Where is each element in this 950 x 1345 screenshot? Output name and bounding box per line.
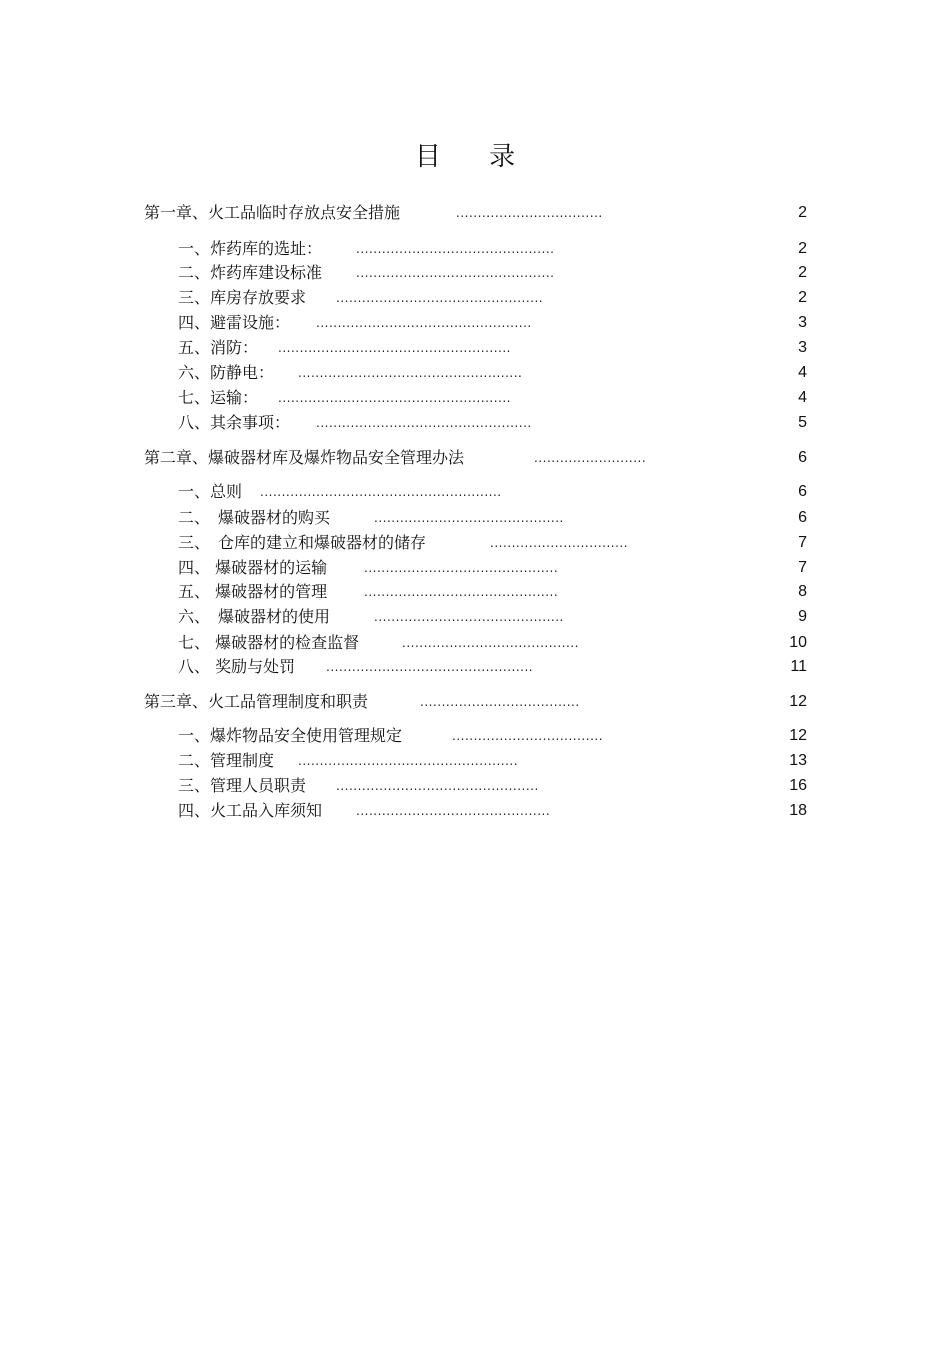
toc-leader: .................................................... <box>298 366 523 380</box>
toc-section[interactable] <box>178 287 807 309</box>
toc-page-number: 4 <box>798 389 807 406</box>
toc-label: 七、运输： <box>178 388 259 407</box>
toc-leader: ............................................ <box>374 610 564 624</box>
toc-section[interactable] <box>178 507 807 529</box>
toc-leader: ............................................ <box>374 511 564 525</box>
toc-section[interactable] <box>178 581 807 603</box>
toc-section[interactable] <box>178 532 807 554</box>
toc-label: 五、消防： <box>178 338 259 357</box>
toc-label: 八、 奖励与处罚 <box>178 657 296 676</box>
toc-label: 四、火工品入库须知 <box>178 801 323 820</box>
toc-page-number: 8 <box>798 583 807 600</box>
toc-page-number: 2 <box>798 204 807 221</box>
toc-page-number: 3 <box>798 339 807 356</box>
toc-page-number: 6 <box>798 449 807 466</box>
toc-section[interactable] <box>178 481 807 503</box>
toc-label: 第三章、火工品管理制度和职责 <box>144 692 369 711</box>
toc-page-number: 12 <box>789 693 807 710</box>
toc-label: 第二章、爆破器材库及爆炸物品安全管理办法 <box>144 448 465 467</box>
toc-label: 一、炸药库的选址： <box>178 239 323 258</box>
toc-page-number: 9 <box>798 608 807 625</box>
toc-leader: .................................. <box>456 206 603 220</box>
toc-leader: ........................................................ <box>260 485 502 499</box>
toc-section[interactable] <box>178 312 807 334</box>
toc-label: 六、防静电： <box>178 363 275 382</box>
toc-leader: ............................................. <box>364 585 559 599</box>
toc-leader: ................................................ <box>326 660 534 674</box>
toc-leader: ................................................ <box>336 291 544 305</box>
toc-label: 五、 爆破器材的管理 <box>178 582 328 601</box>
toc-leader: ............................................. <box>356 804 551 818</box>
toc-page-number: 12 <box>789 727 807 744</box>
toc-leader: ...................................................... <box>278 391 511 405</box>
toc-leader: .............................................. <box>356 266 555 280</box>
toc-label: 六、 爆破器材的使用 <box>178 607 331 626</box>
toc-chapter-1[interactable] <box>144 202 807 224</box>
toc-label: 三、管理人员职责 <box>178 776 307 795</box>
toc-page-number: 2 <box>798 289 807 306</box>
toc-section[interactable] <box>178 775 807 797</box>
toc-section[interactable] <box>178 750 807 772</box>
toc-leader: .............................................. <box>356 242 555 256</box>
toc-page-number: 6 <box>798 483 807 500</box>
toc-section[interactable] <box>178 725 807 747</box>
toc-chapter-2[interactable] <box>144 447 807 469</box>
toc-section[interactable] <box>178 412 807 434</box>
toc-leader: .................................................. <box>316 416 532 430</box>
page-title: 目 录 <box>414 142 536 172</box>
toc-leader: .................................................. <box>316 316 532 330</box>
toc-leader: ..................................... <box>420 695 580 709</box>
toc-section[interactable] <box>178 262 807 284</box>
toc-label: 三、 仓库的建立和爆破器材的储存 <box>178 533 427 552</box>
toc-label: 七、 爆破器材的检查监督 <box>178 633 360 652</box>
toc-label: 第一章、火工品临时存放点安全措施 <box>144 203 401 222</box>
toc-page-number: 16 <box>789 777 807 794</box>
toc-section[interactable] <box>178 656 807 678</box>
toc-label: 一、总则 <box>178 482 243 501</box>
toc-page-number: 7 <box>798 559 807 576</box>
toc-label: 四、避雷设施： <box>178 313 291 332</box>
toc-section[interactable] <box>178 800 807 822</box>
toc-page-number: 5 <box>798 414 807 431</box>
toc-label: 一、爆炸物品安全使用管理规定 <box>178 726 403 745</box>
toc-leader: .......................... <box>534 451 647 465</box>
toc-section[interactable] <box>178 238 807 260</box>
toc-label: 八、其余事项： <box>178 413 291 432</box>
toc-leader: ............................................. <box>364 561 559 575</box>
toc-leader: ......................................... <box>402 636 579 650</box>
toc-section[interactable] <box>178 387 807 409</box>
toc-label: 二、炸药库建设标准 <box>178 263 323 282</box>
toc-page-number: 3 <box>798 314 807 331</box>
toc-section[interactable] <box>178 606 807 628</box>
toc-section[interactable] <box>178 557 807 579</box>
toc-page-number: 4 <box>798 364 807 381</box>
toc-page-number: 11 <box>790 658 807 675</box>
toc-leader: ................................... <box>452 729 604 743</box>
toc-section[interactable] <box>178 337 807 359</box>
toc-leader: ............................................... <box>336 779 539 793</box>
toc-leader: ................................................... <box>298 754 519 768</box>
toc-page-number: 7 <box>798 534 807 551</box>
toc-leader: ................................ <box>490 536 629 550</box>
toc-page-number: 2 <box>798 264 807 281</box>
toc-page-number: 10 <box>789 634 807 651</box>
toc-page-number: 18 <box>789 802 807 819</box>
toc-chapter-3[interactable] <box>144 691 807 713</box>
toc-label: 三、库房存放要求 <box>178 288 307 307</box>
toc-label: 二、 爆破器材的购买 <box>178 508 331 527</box>
toc-section[interactable] <box>178 632 807 654</box>
toc-label: 二、管理制度 <box>178 751 275 770</box>
toc-section[interactable] <box>178 362 807 384</box>
toc-label: 四、 爆破器材的运输 <box>178 558 328 577</box>
toc-page-number: 13 <box>789 752 807 769</box>
toc-leader: ...................................................... <box>278 341 511 355</box>
toc-page-number: 6 <box>798 509 807 526</box>
toc-page-number: 2 <box>798 240 807 257</box>
